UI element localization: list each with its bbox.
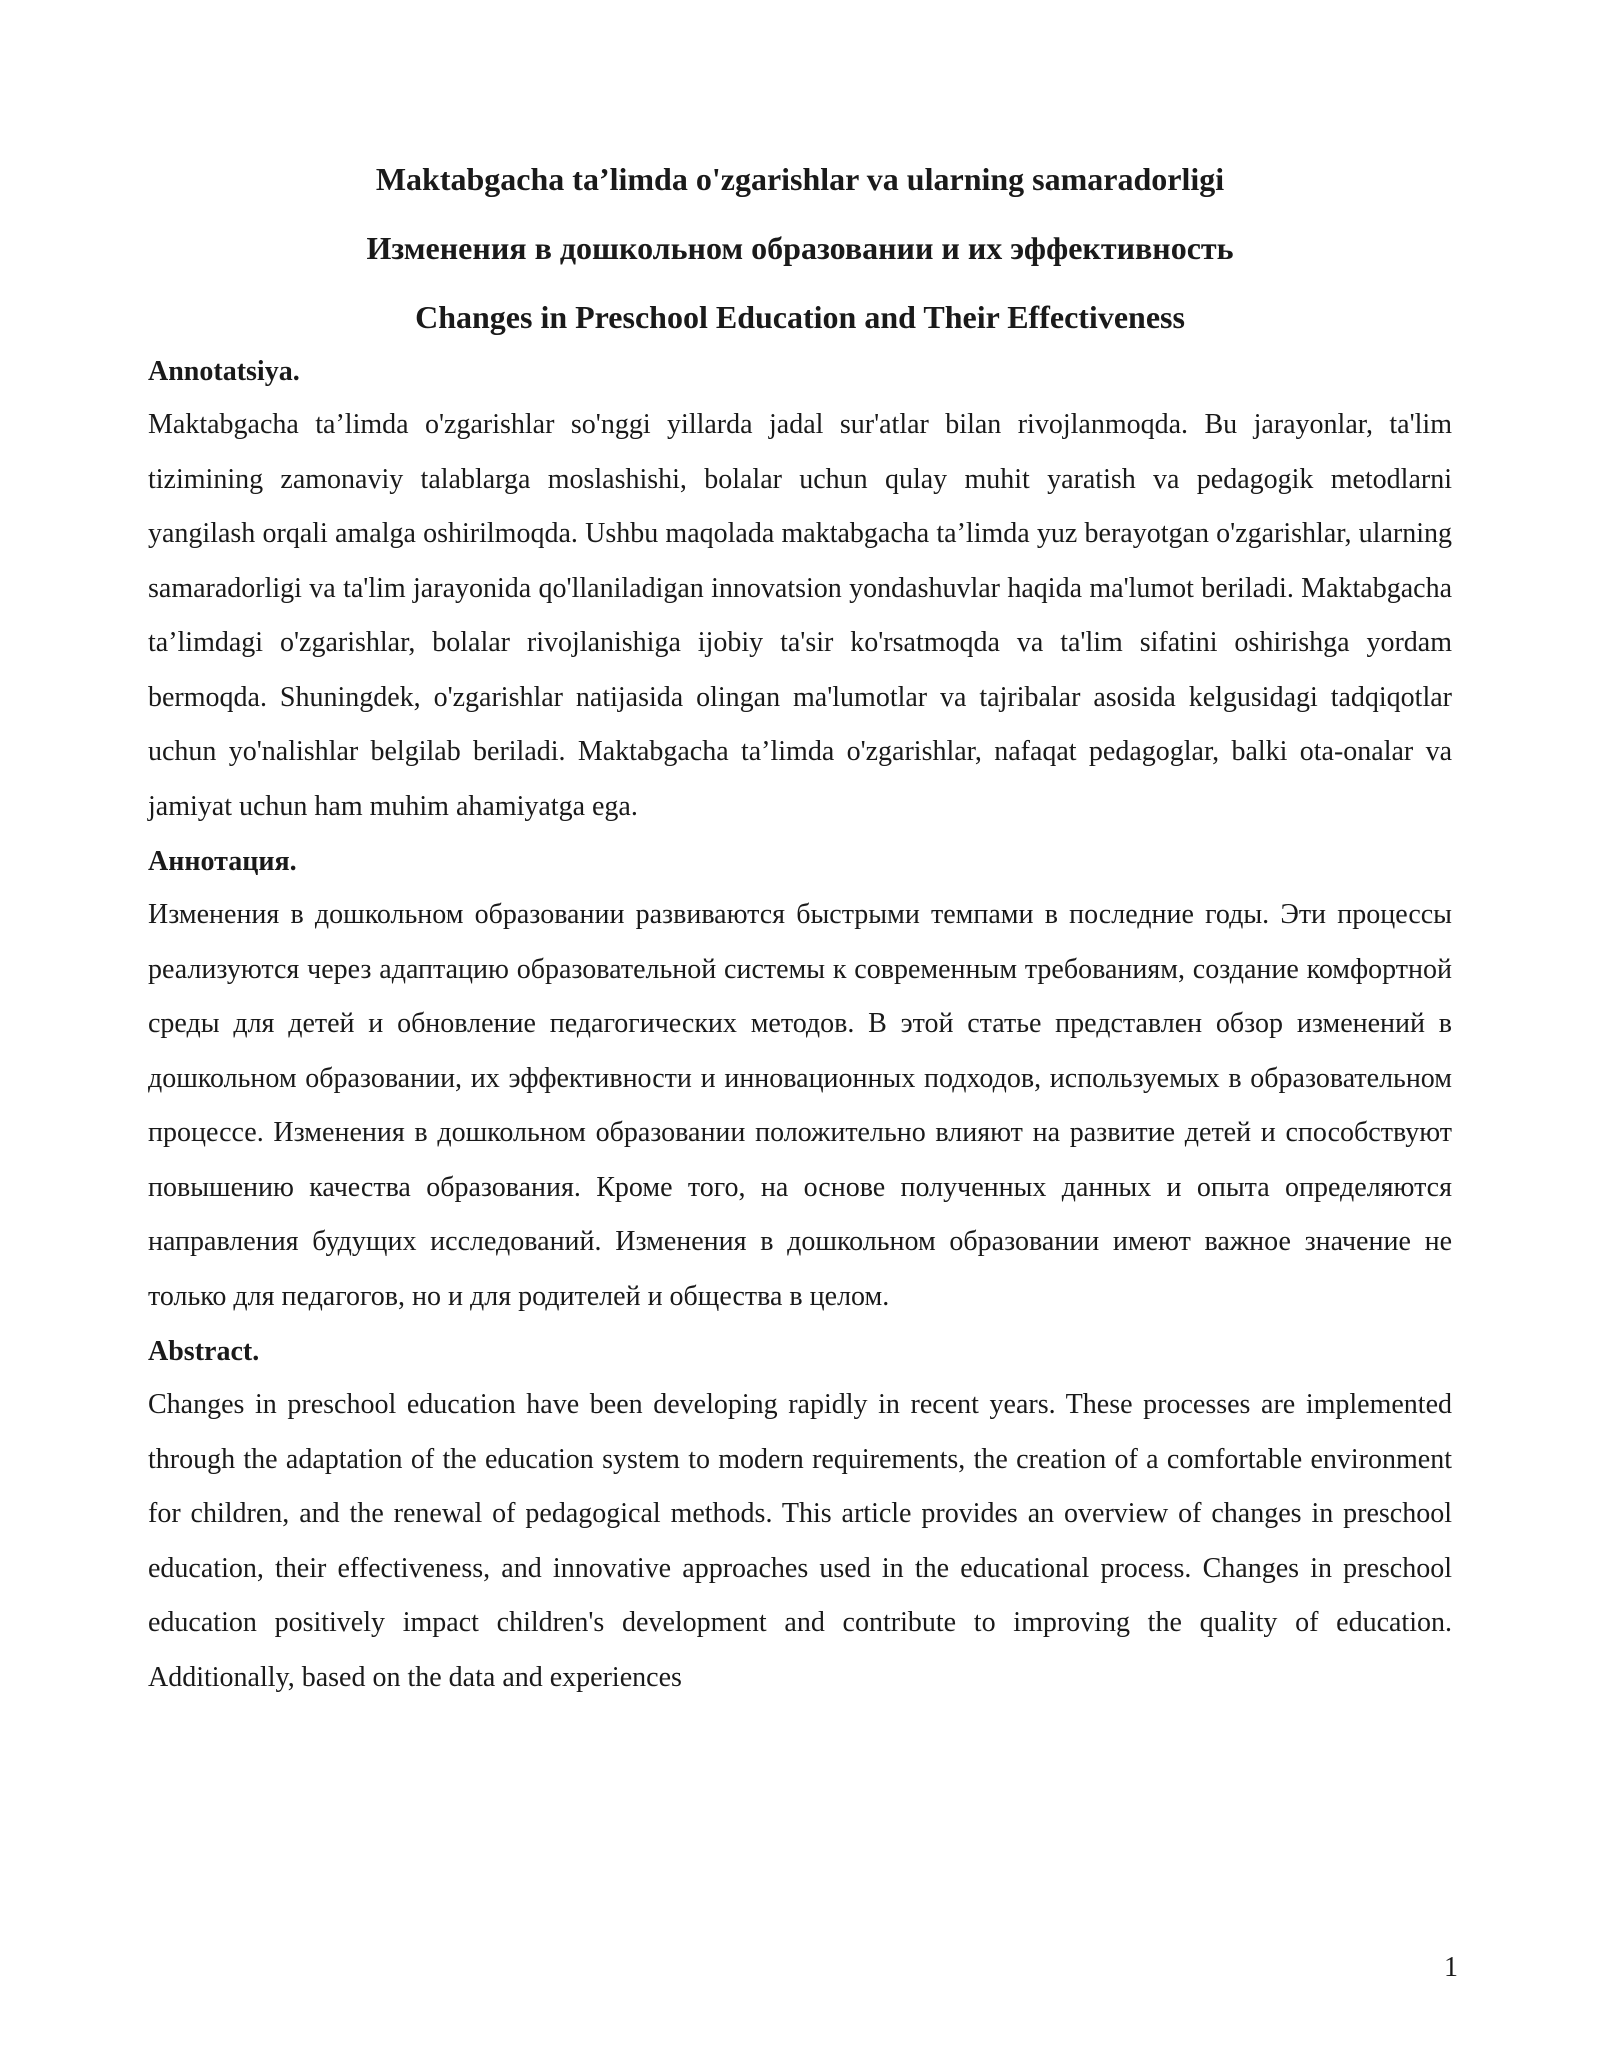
annotation-russian-heading: Аннотация.	[148, 846, 297, 877]
annotation-uzbek-text: Maktabgacha ta’limda o'zgarishlar so'nggi yillarda jadal sur'atlar bilan rivojlanmoqda. Bu jarayonlar, ta'lim tizimining zamonaviy talablarga moslashishi, bolalar uchun qulay muhit yaratish va pedagogik metodlarni yangilash orqali amalga oshirilmoqda. Ushbu maqolada maktabgacha ta’limda yuz berayotgan o'zgarishlar, ularning samaradorligi va ta'lim jarayonida qo'llaniladigan innovatsion yondashuvlar haqida ma'lumot beriladi. Maktabgacha ta’limdagi o'zgarishlar, bolalar rivojlanishiga ijobiy ta'sir ko'rsatmoqda va ta'lim sifatini oshirishga yordam bermoqda. Shuningdek, o'zgarishlar natijasida olingan ma'lumotlar va tajribalar asosida kelgusidagi tadqiqotlar uchun yo'nalishlar belgilab beriladi. Maktabgacha ta’limda o'zgarishlar, nafaqat pedagoglar, balki ota-onalar va jamiyat uchun ham muhim ahamiyatga ega.	[148, 409, 1452, 822]
title-block	[148, 145, 1452, 352]
annotation-uzbek-section	[148, 352, 1452, 834]
abstract-english-section	[148, 1332, 1452, 1705]
annotation-russian-section	[148, 842, 1452, 1324]
title-uzbek: Maktabgacha ta’limda o'zgarishlar va ularning samaradorligi	[375, 161, 1225, 197]
page-number: 1	[1444, 1952, 1458, 1983]
abstracts-content	[148, 352, 1452, 1713]
abstract-english-text: Changes in preschool education have been developing rapidly in recent years. These processes are implemented through the adaptation of the education system to modern requirements, the creation of a comfortable environment for children, and the renewal of pedagogical methods. This article provides an overview of changes in preschool education, their effectiveness, and innovative approaches used in the educational process. Changes in preschool education positively impact children's development and contribute to improving the quality of education. Additionally, based on the data and experiences	[148, 1389, 1452, 1693]
annotation-russian-text: Изменения в дошкольном образовании развиваются быстрыми темпами в последние годы. Эти процессы реализуются через адаптацию образовательной системы к современным требованиям, создание комфортной среды для детей и обновление педагогических методов. В этой статье представлен обзор изменений в дошкольном образовании, их эффективности и инновационных подходов, используемых в образовательном процессе. Изменения в дошкольном образовании положительно влияют на развитие детей и способствуют повышению качества образования. Кроме того, на основе полученных данных и опыта определяются направления будущих исследований. Изменения в дошкольном образовании имеют важное значение не только для педагогов, но и для родителей и общества в целом.	[148, 899, 1452, 1312]
title-russian: Изменения в дошкольном образовании и их эффективность	[366, 230, 1234, 266]
abstract-english-heading: Abstract.	[148, 1336, 260, 1367]
annotation-uzbek-heading: Annotatsiya.	[148, 356, 300, 387]
title-english: Changes in Preschool Education and Their Effectiveness	[415, 299, 1185, 335]
